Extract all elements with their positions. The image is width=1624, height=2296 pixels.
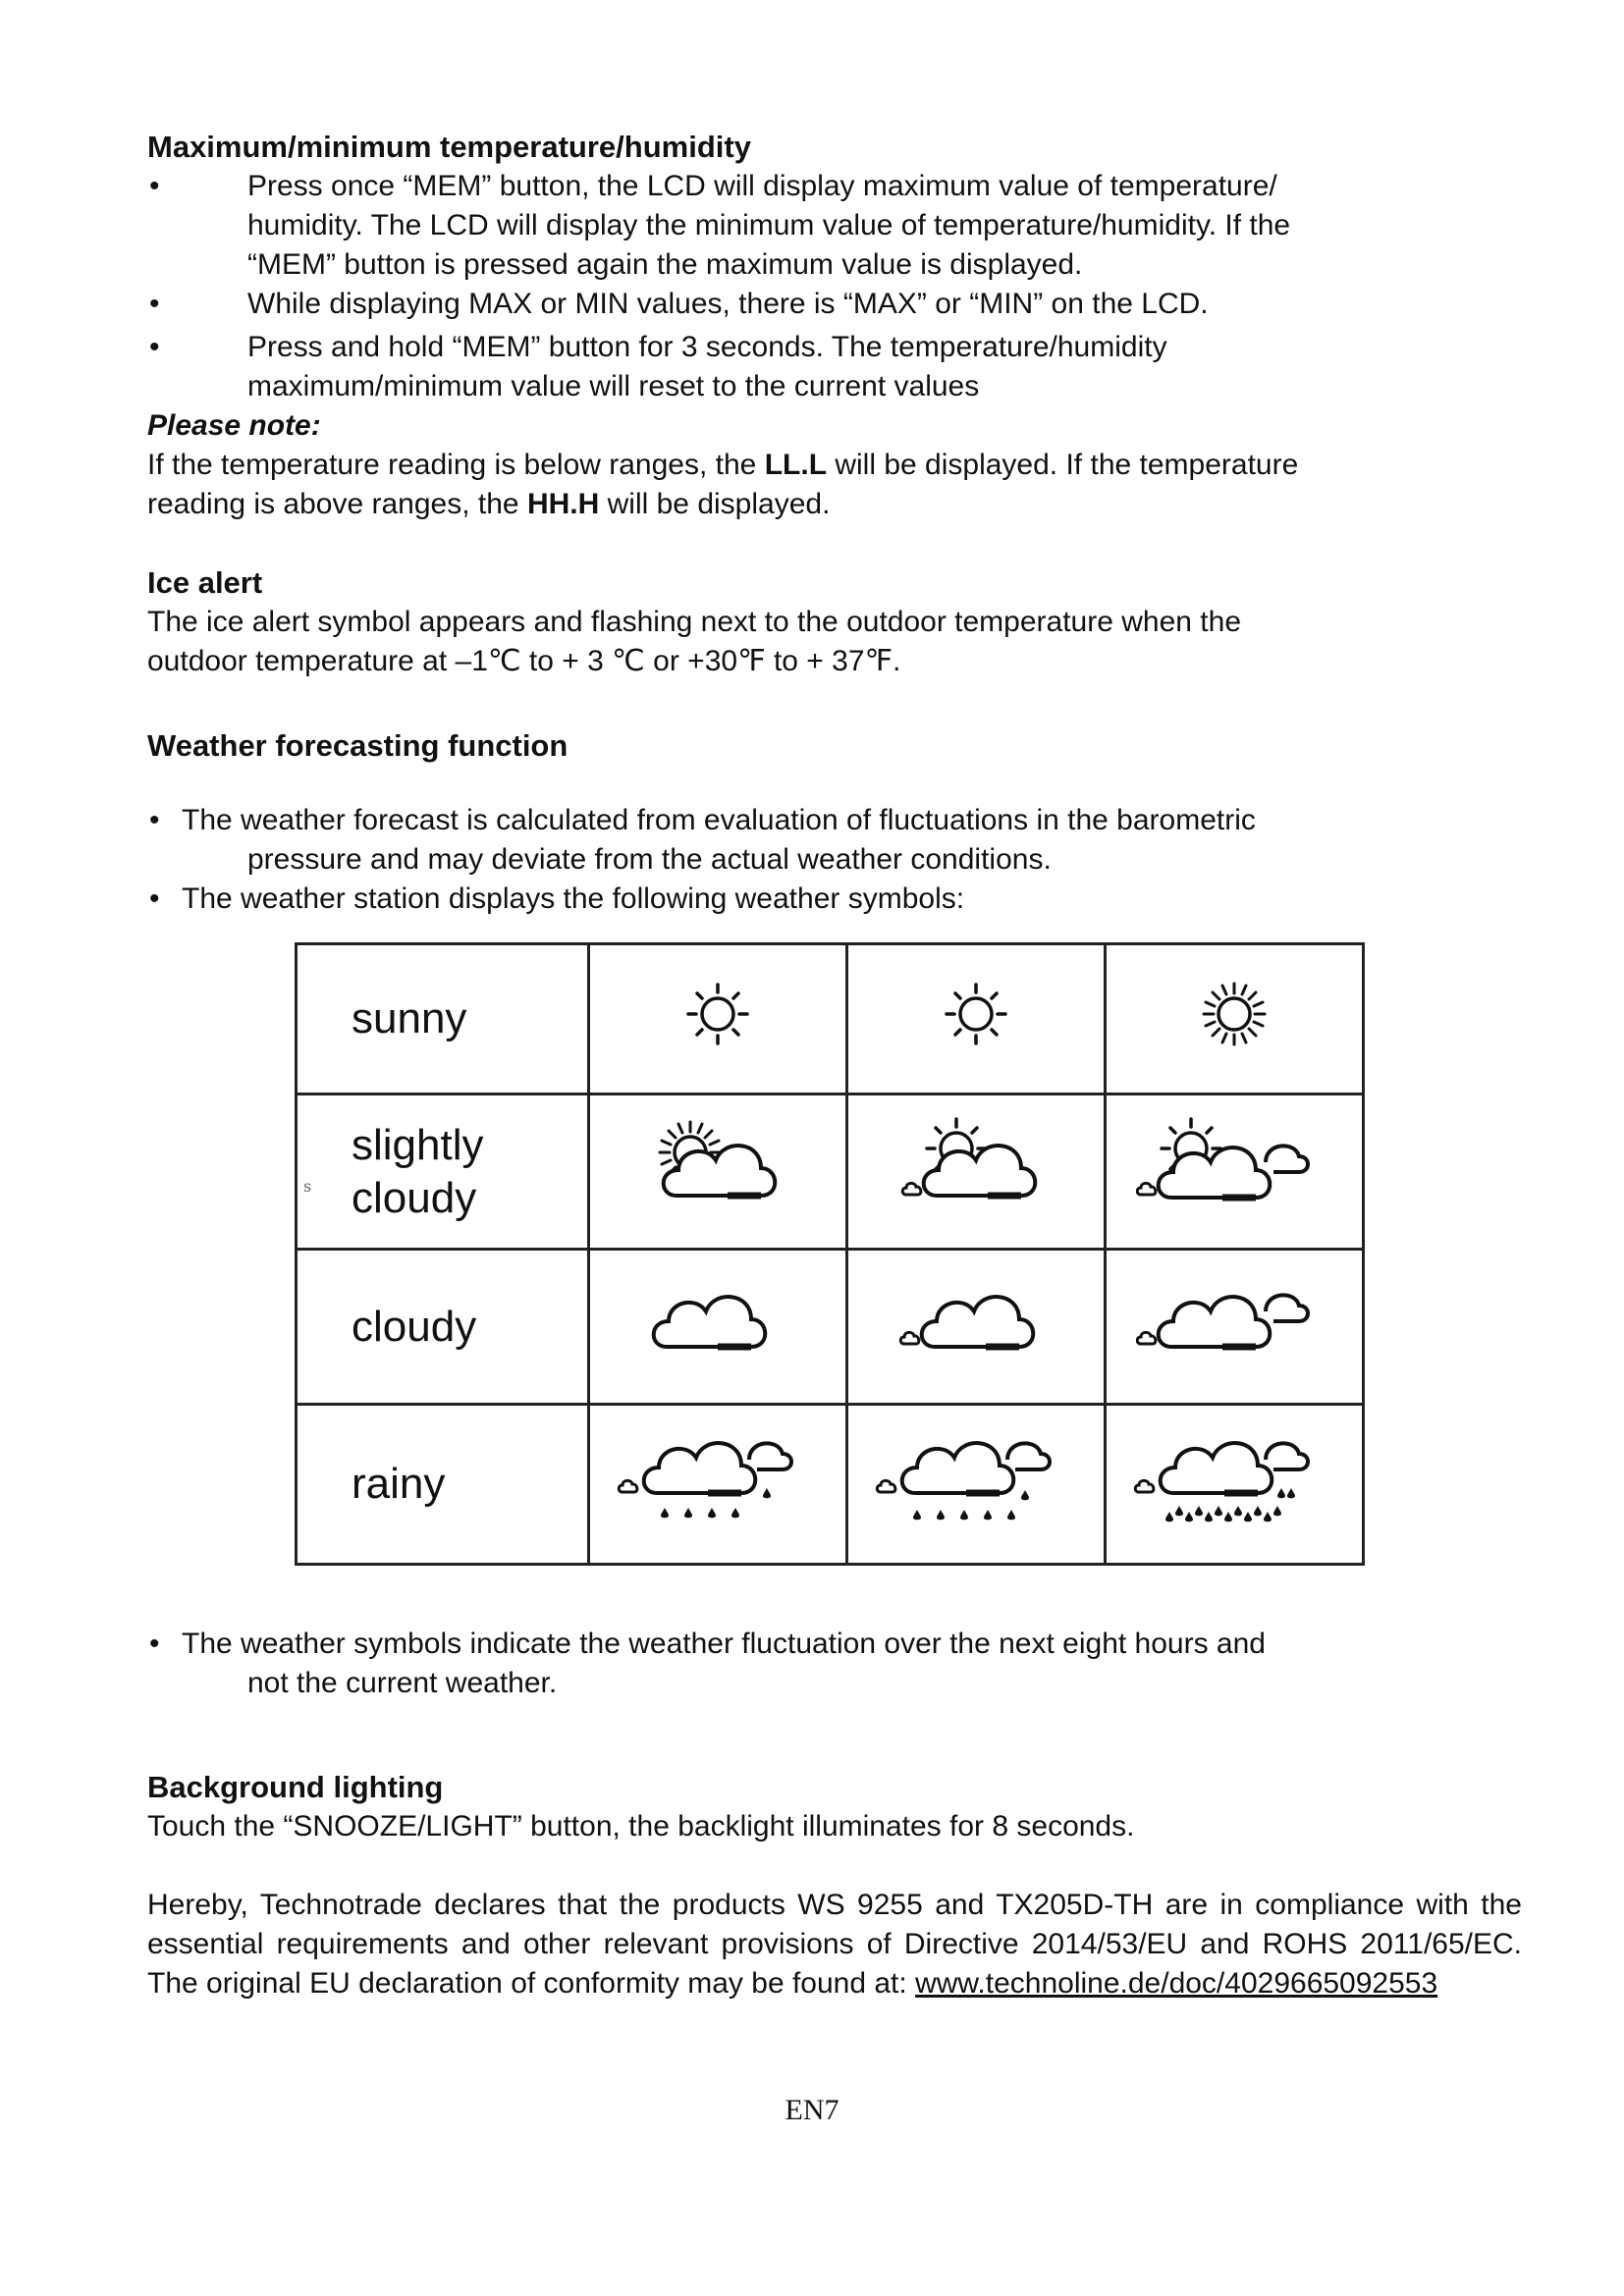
forecast-bullet-2-text: The weather station displays the following weather symbols: (182, 882, 965, 915)
label-line-2: cloudy (352, 1173, 477, 1222)
forecast-bullet-3-line-2: not the current weather. (247, 1667, 558, 1699)
sun-cloud-icon (897, 1112, 1055, 1220)
rain-cloud-icon (615, 1420, 821, 1538)
note-ll-code: LL.L (764, 449, 828, 481)
please-note-text (147, 446, 1532, 524)
ice-heading: Ice alert (147, 565, 263, 600)
cloudy-icon-cell (847, 1250, 1106, 1405)
maxmin-bullet-1-line-2: humidity. The LCD will display the minimum value of temperature/humidity. If the (247, 209, 1291, 241)
label-line-1: cloudy (352, 1302, 477, 1351)
forecast-bullet-3-line-1: The weather symbols indicate the weather fluctuation over the next eight hours and (182, 1628, 1266, 1660)
label-line-1: sunny (352, 994, 467, 1042)
maxmin-bullet-2 (147, 285, 1532, 324)
maxmin-bullet-1 (147, 167, 1532, 285)
manual-page (147, 128, 1532, 2003)
row-label-cloudy (297, 1250, 589, 1405)
note-hh-code: HH.H (526, 488, 600, 520)
slightly-cloudy-icon-cell (1106, 1095, 1364, 1250)
cloudy-icon-cell (1106, 1250, 1364, 1405)
label-line-1: rainy (352, 1460, 446, 1508)
declaration-text: Hereby, Technotrade declares that the products WS 9255 and TX205D-TH are in compliance with the essential requirements and other relevant provisions of Directive 2014/53/EU and ROHS 2011/65/EC. The original EU declaration of conformity may be found at: (147, 1889, 1522, 2000)
cloudy-icon-cell (589, 1250, 847, 1405)
forecast-bullet-2 (147, 880, 1532, 919)
sunny-icon-cell (589, 944, 847, 1095)
lighting-text: Touch the “SNOOZE/LIGHT” button, the backlight illuminates for 8 seconds. (147, 1810, 1135, 1842)
ice-line-1: The ice alert symbol appears and flashing next to the outdoor temperature when the (147, 606, 1241, 638)
maxmin-bullet-1-line-3: “MEM” button is pressed again the maximum value is displayed. (247, 248, 1083, 281)
maxmin-bullet-3-line-2: maximum/minimum value will reset to the current values (247, 370, 980, 402)
bullet-glyph: • (149, 331, 160, 363)
sun-icon (917, 965, 1035, 1063)
row-label-rainy (297, 1405, 589, 1565)
label-line-1: slightly (352, 1120, 484, 1169)
forecast-bullet-1-line-1: The weather forecast is calculated from evaluation of fluctuations in the barometric (182, 804, 1256, 836)
bullet-glyph: • (149, 882, 160, 915)
sun-bright-icon (1175, 965, 1293, 1063)
sunny-icon-cell (847, 944, 1106, 1095)
weather-symbols-table (295, 942, 1365, 1566)
stray-mark: s (303, 1177, 312, 1196)
ice-line-2: outdoor temperature at –1℃ to + 3 ℃ or +30℉ to + 37℉. (147, 645, 901, 677)
heavy-rain-cloud-icon (1131, 1420, 1337, 1538)
cloud-icon (639, 1272, 796, 1370)
rainy-icon-cell (1106, 1405, 1364, 1565)
forecast-heading: Weather forecasting function (147, 728, 568, 763)
forecast-bullet-3 (147, 1625, 1532, 1703)
maxmin-bullet-3-line-1: Press and hold “MEM” button for 3 seconds. The temperature/humidity (247, 331, 1167, 363)
declaration-link[interactable]: www.technoline.de/doc/4029665092553 (915, 1967, 1438, 2000)
maxmin-bullet-3 (147, 328, 1532, 406)
table-row (297, 1250, 1364, 1405)
row-label-sunny (297, 944, 589, 1095)
slightly-cloudy-icon-cell (847, 1095, 1106, 1250)
forecast-bullet-1 (147, 801, 1532, 880)
bullet-glyph: • (149, 1628, 160, 1660)
bullet-glyph: • (149, 804, 160, 836)
sun-cloud-icon (639, 1112, 796, 1220)
maxmin-heading: Maximum/minimum temperature/humidity (147, 130, 751, 164)
ice-text (147, 603, 1532, 681)
rainy-icon-cell (589, 1405, 847, 1565)
note-text-f: will be displayed. (599, 488, 831, 520)
please-note-label: Please note: (147, 409, 321, 442)
table-row (297, 944, 1364, 1095)
maxmin-bullet-1-line-1: Press once “MEM” button, the LCD will display maximum value of temperature/ (247, 170, 1277, 202)
rainy-icon-cell (847, 1405, 1106, 1565)
sunny-icon-cell (1106, 944, 1364, 1095)
rain-cloud-icon (873, 1420, 1079, 1538)
row-label-slightly-cloudy (297, 1095, 589, 1250)
declaration-paragraph (147, 1886, 1522, 2003)
note-text-a: If the temperature reading is below ranges, the (147, 449, 765, 481)
table-row (297, 1095, 1364, 1250)
note-text-c: will be displayed. If the temperature (827, 449, 1299, 481)
cloud-icon (897, 1272, 1055, 1370)
clouds-icon (1136, 1272, 1332, 1370)
sun-icon (659, 965, 777, 1063)
bullet-glyph: • (149, 288, 160, 320)
sun-clouds-icon (1136, 1112, 1332, 1220)
slightly-cloudy-icon-cell (589, 1095, 847, 1250)
bullet-glyph: • (149, 170, 160, 202)
note-text-d: reading is above ranges, the (147, 488, 527, 520)
forecast-bullet-1-line-2: pressure and may deviate from the actual weather conditions. (247, 843, 1052, 876)
lighting-heading: Background lighting (147, 1770, 444, 1804)
table-row (297, 1405, 1364, 1565)
maxmin-bullet-2-text: While displaying MAX or MIN values, there is “MAX” or “MIN” on the LCD. (247, 288, 1209, 320)
page-number: EN7 (785, 2094, 839, 2126)
